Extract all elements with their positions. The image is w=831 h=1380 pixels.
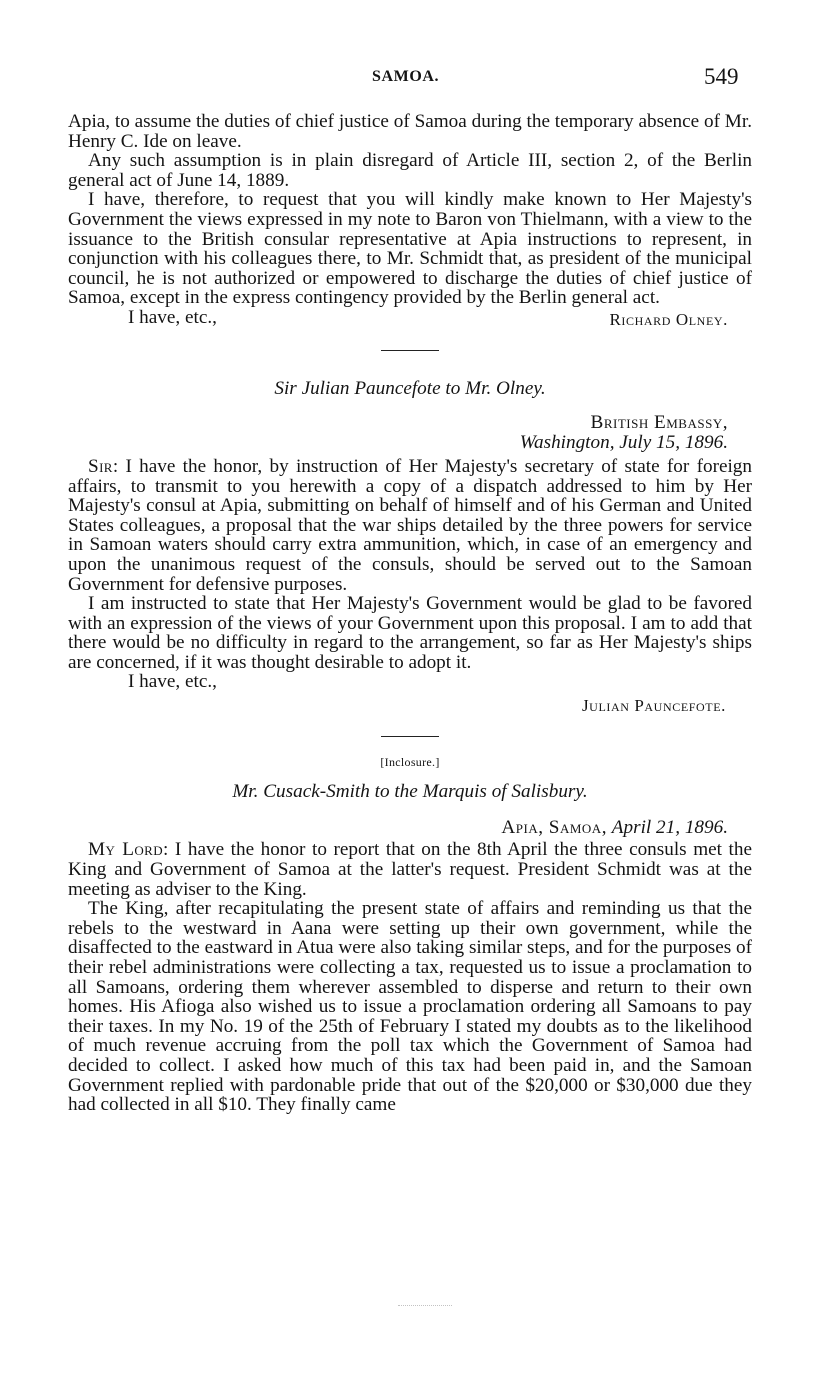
olney-letter [68, 112, 752, 330]
signature-block [68, 692, 752, 718]
letter-dateline [68, 818, 752, 838]
page-number: 549 [704, 64, 739, 89]
signature: Julian Pauncefote. [581, 696, 726, 716]
letter-date [68, 433, 752, 453]
paragraph: Apia, to assume the duties of chief justice of Samoa during the temporary absence of Mr. Henry C. Ide on leave. [68, 111, 752, 152]
paragraph: Any such assumption is in plain disregard of Article III, section 2, of the Berlin general act of June 14, 1889. [68, 150, 752, 191]
date: April 21, 1896. [611, 817, 728, 839]
paragraph: I am instructed to state that Her Majesty's Government would be glad to be favored with an expression of the views of your Government upon this proposal. I am to add that there would be no difficulty in regard to the arrangement, so far as Her Majesty's ships are concerned, if it was thought desirable to adopt it. [68, 593, 752, 673]
place: British Embassy, [590, 411, 728, 433]
salutation: My Lord [88, 839, 163, 861]
closing: I have, etc., [128, 671, 217, 693]
salutation: Sir [88, 455, 113, 477]
signature: Richard Olney. [609, 309, 728, 329]
inclosure-label: [Inclosure.] [380, 755, 440, 770]
paragraph [68, 457, 752, 594]
paragraph-text: : I have the honor, by instruction of Her Majesty's secretary of state for foreign affairs, to transmit to you herewith a copy of a dispatch addressed to him by Her Majesty's consul at Apia, submitting on behalf of himself and of his German and United States colleagues, a proposal that the war ships detailed by the three powers for service in Samoan waters should carry extra ammunition, which, in case of an emergency and upon the unanimous request of the consuls, should be served out to the Samoan Government for defensive purposes. [68, 455, 752, 595]
paragraph: I have, therefore, to request that you will kindly make known to Her Majesty's Government the views expressed in my note to Baron von Thielmann, with a view to the issuance to the British consular representative at Apia instructions to represent, in conjunction with his colleagues there, to Mr. Schmidt that, as president of the municipal council, he is not authorized or empowered to discharge the duties of chief justice of Samoa, except in the express contingency provided by the Berlin general act. [68, 189, 752, 309]
inclosure-letter [68, 755, 752, 1114]
page-header [0, 66, 831, 96]
closing-block [68, 672, 752, 692]
closing-block [68, 308, 752, 330]
place: Apia, Samoa, [501, 817, 607, 839]
letter-place [68, 413, 752, 433]
closing: I have, etc., [128, 306, 217, 328]
paragraph: The King, after recapitulating the present state of affairs and reminding us that the rebels to the westward in Aana were setting up their own government, while the disaffected to the eastward in Atua were also taking similar steps, and for the purposes of their rebel administrations were collecting a tax, requested us to issue a proclamation to all Samoans, ordering them wherever assembled to disperse and return to their own homes. His Afioga also wished us to issue a proclamation ordering all Samoans to pay their taxes. In my No. 19 of the 25th of February I stated my doubts as to the likelihood of much revenue accruing from the poll tax which the Government of Samoa had decided to collect. I asked how much of this tax had been paid in, and the Samoan Government replied with pardonable pride that out of the $20,000 or $30,000 due they had collected in all $10. They finally came [68, 898, 752, 1116]
letter-heading: Sir Julian Pauncefote to Mr. Olney. [274, 377, 546, 399]
date: Washington, July 15, 1896. [519, 431, 728, 453]
letter-heading: Mr. Cusack-Smith to the Marquis of Salisbury. [232, 781, 588, 803]
running-title: SAMOA. [372, 68, 440, 85]
paragraph [68, 840, 752, 899]
page-body [68, 112, 752, 1115]
pauncefote-letter [68, 379, 752, 719]
paragraph-text: : I have the honor to report that on the 8th April the three consuls met the King and Government of Samoa at the latter's request. President Schmidt was at the meeting as adviser to the King. [68, 839, 753, 900]
footer-smudge [398, 1305, 452, 1310]
